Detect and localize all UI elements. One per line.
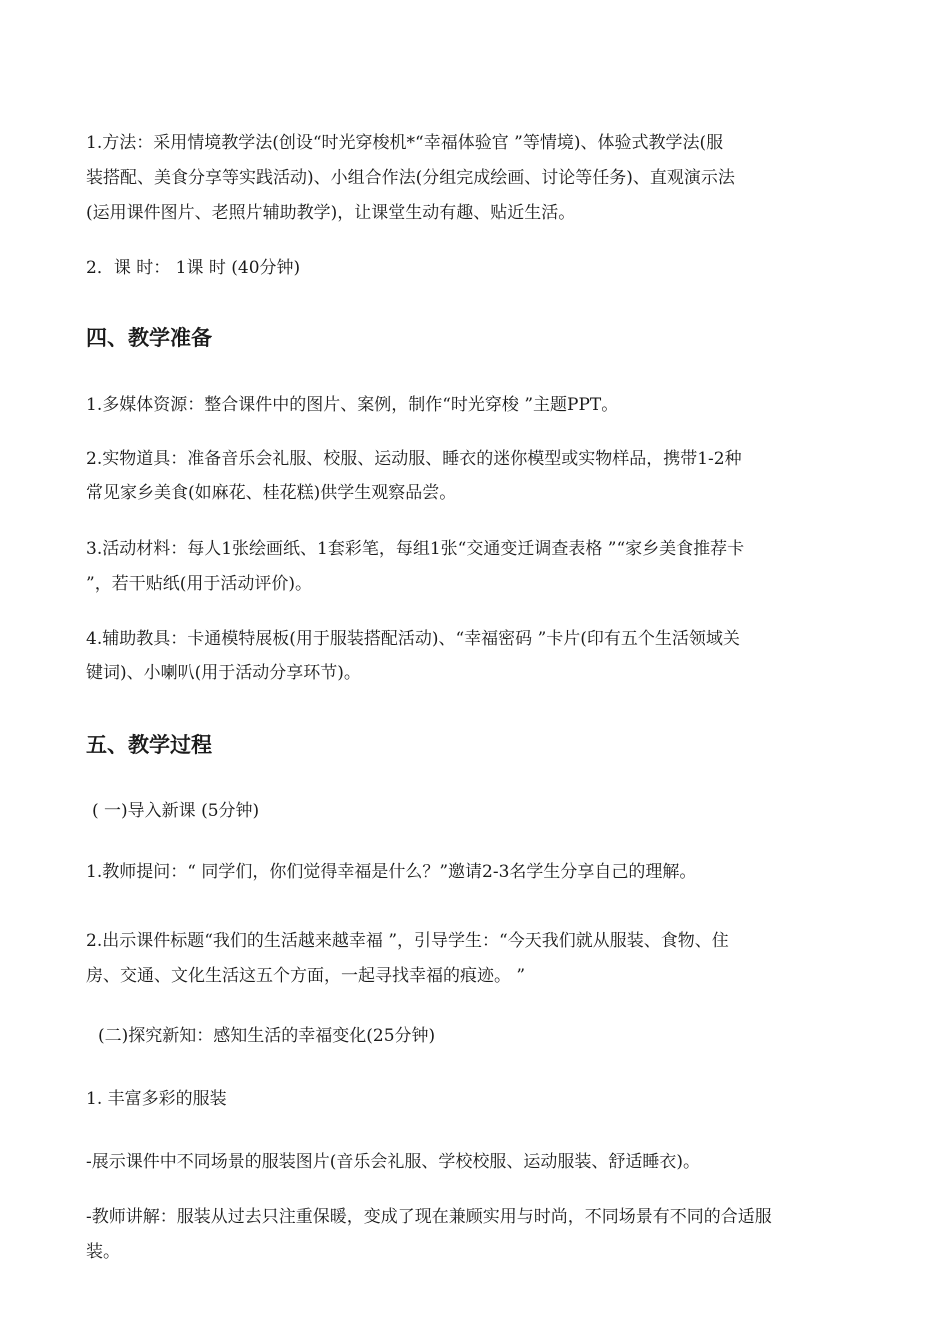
intro-step-2-line-1: 2.出示课件标题“我们的生活越来越幸福 ”，引导学生：“今天我们就从服装、食物、住 (86, 931, 729, 951)
prep-item-3-line-2: ”，若干贴纸(用于活动评价)。 (86, 574, 312, 594)
class-hours: 2．课 时： 1课 时 (40分钟) (86, 258, 301, 278)
intro-step-1: 1.教师提问：“ 同学们，你们觉得幸福是什么？”邀请2-3名学生分享自己的理解。 (86, 862, 697, 882)
part-2-heading: (二)探究新知：感知生活的幸福变化(25分钟) (98, 1026, 436, 1046)
prep-item-4-line-2: 键词)、小喇叭(用于活动分享环节)。 (86, 663, 361, 683)
prep-item-2-line-2: 常见家乡美食(如麻花、桂花糕)供学生观察品尝。 (86, 483, 457, 503)
method-line-2: 装搭配、美食分享等实践活动)、小组合作法(分组完成绘画、讨论等任务)、直观演示法 (86, 168, 735, 188)
prep-item-2-line-1: 2.实物道具：准备音乐会礼服、校服、运动服、睡衣的迷你模型或实物样品，携带1-2种 (86, 449, 742, 469)
method-line-3: (运用课件图片、老照片辅助教学)，让课堂生动有趣、贴近生活。 (86, 203, 576, 223)
subsection-clothing: 1. 丰富多彩的服装 (86, 1089, 227, 1109)
clothing-bullet-2-line-1: -教师讲解：服装从过去只注重保暖，变成了现在兼顾实用与时尚，不同场景有不同的合适服 (86, 1207, 772, 1227)
clothing-bullet-2-line-2: 装。 (86, 1242, 120, 1262)
clothing-bullet-1: -展示课件中不同场景的服装图片(音乐会礼服、学校校服、运动服装、舒适睡衣)。 (86, 1152, 701, 1172)
method-line-1: 1.方法：采用情境教学法(创设“时光穿梭机*“幸福体验官 ”等情境)、体验式教学法(服 (86, 133, 724, 153)
section-4-heading: 四、教学准备 (86, 326, 212, 350)
part-1-heading: ( 一)导入新课 (5分钟) (92, 801, 260, 821)
intro-step-2-line-2: 房、交通、文化生活这五个方面，一起寻找幸福的痕迹。 ” (86, 966, 526, 986)
prep-item-1: 1.多媒体资源：整合课件中的图片、案例，制作“时光穿梭 ”主题PPT。 (86, 395, 619, 415)
prep-item-3-line-1: 3.活动材料：每人1张绘画纸、1套彩笔，每组1张“交通变迁调查表格 ”“家乡美食推荐卡 (86, 539, 745, 559)
prep-item-4-line-1: 4.辅助教具：卡通模特展板(用于服装搭配活动)、“幸福密码 ”卡片(印有五个生活领域关 (86, 629, 740, 649)
section-5-heading: 五、教学过程 (86, 733, 212, 757)
